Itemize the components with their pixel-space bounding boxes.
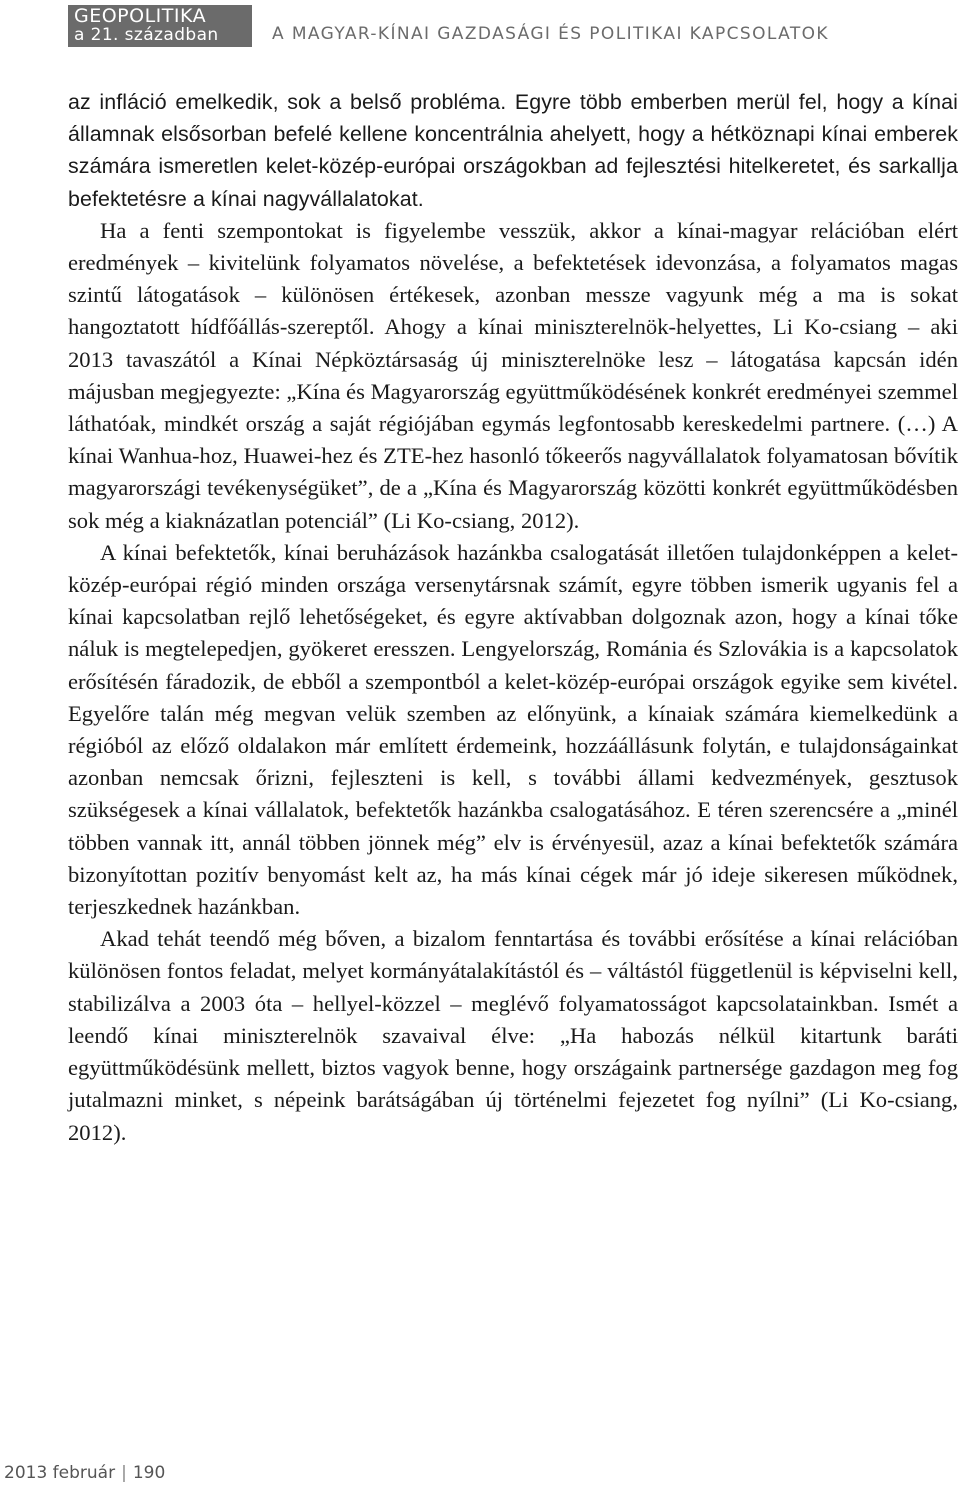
logo-title: GEOPOLITIKA: [74, 5, 207, 27]
page-number: 190: [132, 1463, 166, 1483]
paragraph-2: Ha a fenti szempontokat is figyelembe vesszük, akkor a kínai-magyar relációban elért eredmények – kivitelünk folyamatos növelése, a befektetések idevonzása, a folyamatos magas szintű látogatások – különösen értékesek, azonban messze vagyunk még a ma is sokat hangoztatott hídfőállás-szereptől. Ahogy a kínai miniszterelnök-helyettes, Li Ko-csiang – aki 2013 tavaszától a Kínai Népköztársaság új miniszterelnöke lesz – látogatása kapcsán idén májusban megjegyezte: „Kína és Magyarország együttműködésének konkrét eredményei szemmel láthatóak, mindkét ország a saját régiójában egymás legfontosabb kereskedelmi partnere. (…) A kínai Wanhua-hoz, Huawei-hez és ZTE-hez hasonló tőkeerős nagyvállalatok folyamatosan bővítik magyarországi tevékenységüket”, de a „Kína és Magyarország közötti konkrét együttműködésben sok még a kiaknázatlan potenciál” (Li Ko-csiang, 2012).: [68, 217, 958, 533]
journal-logo: [68, 5, 252, 47]
issue-date: 2013 február: [4, 1463, 116, 1483]
footer-separator: |: [121, 1463, 127, 1483]
paragraph-4: Akad tehát teendő még bőven, a bizalom fenntartása és további erősítése a kínai relációban különösen fontos feladat, melyet kormányátalakítástól és – váltástól függetlenül is képviselni kell, stabilizálva a 2003 óta – hellyel-közzel – meglévő folyamatosságot kapcsolatainkban. Ismét a leendő kínai miniszterelnök szavaival élve: „Ha habozás nélkül kitartunk baráti együttműködésünk mellett, biztos vagyok benne, hogy országaink partnersége gazdagon meg fog jutalmazni minket, s népeink barátságában új történelmi fejezetet fog nyílni” (Li Ko-csiang, 2012).: [68, 926, 958, 1145]
page-header: [0, 0, 960, 52]
paragraph-3: A kínai befektetők, kínai beruházások hazánkba csalogatását illetően tulajdonképpen a kelet-közép-európai régió minden országa versenytársnak számít, egyre többen ismerik ugyanis fel a kínai kapcsolatban rejlő lehetőségeket, és egyre aktívabban dolgoznak azon, hogy a kínai tőke náluk is megtelepedjen, gyökeret eresszen. Lengyelország, Románia és Szlovákia is a kapcsolatok erősítésén fáradozik, de ebből a szempontból a kelet-közép-európai országok egyike sem kivétel. Egyelőre talán még megvan velük szemben az előnyünk, a kínaiak számára kiemelkedünk a régióból az előző oldalakon már említett érdemeink, hozzáállásunk folytán, e tulajdonságainkat azonban nemcsak őrizni, fejleszteni is kell, s további állami kedvezmények, gesztusok szükségesek a kínai vállalatok, befektetők hazánkba csalogatásához. E téren szerencsére a „minél többen vannak itt, annál többen jönnek még” elv is érvényesül, azaz a kínai befektetők számára bizonyítottan pozitív benyomást kelt az, ha más kínai cégek már jó ideje sikeresen működnek, terjeszkednek hazánkban.: [68, 539, 958, 920]
running-title: A MAGYAR-KÍNAI GAZDASÁGI ÉS POLITIKAI KAPCSOLATOK: [272, 24, 829, 44]
logo-subtitle: a 21. században: [74, 25, 219, 45]
page-footer: [4, 1463, 165, 1483]
article-body: [68, 86, 958, 1149]
paragraph-1: az infláció emelkedik, sok a belső probléma. Egyre több emberben merül fel, hogy a kínai államnak elsősorban befelé kellene koncentrálnia ahelyett, hogy a hétköznapi kínai emberek számára ismeretlen kelet-közép-európai országokban ad fejlesztési hitelkeretet, és sarkallja befektetésre a kínai nagyvállalatokat.: [68, 90, 958, 211]
